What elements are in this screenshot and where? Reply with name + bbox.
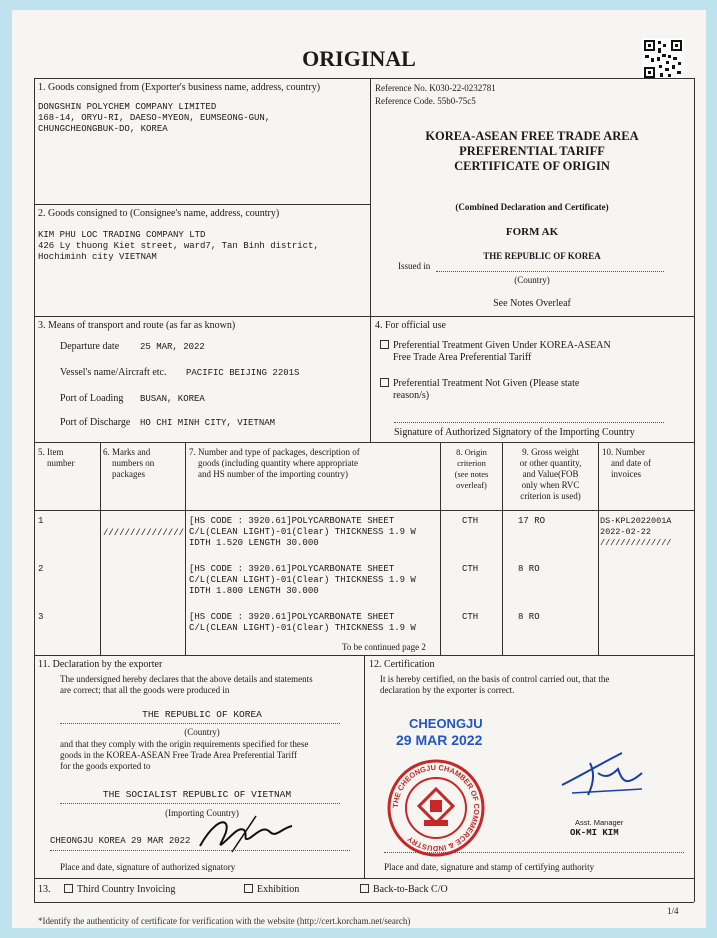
row1-description [189,516,441,549]
option-text: Preferential Treatment Given Under KOREA-ASEAN [393,340,611,351]
box3-label: 3. Means of transport and route (as far as known) [38,320,236,331]
row3-origin: CTH [462,612,479,622]
invoice-line: 2022-02-22 [600,527,652,537]
vessel-label: Vessel's name/Aircraft etc. [60,367,167,378]
declaration-text-1 [60,674,360,696]
option-text: reason/s) [393,390,430,401]
certifier-signature-icon [552,745,652,805]
header-line: overleaf) [456,480,487,490]
produced-country: THE REPUBLIC OF KOREA [142,709,262,720]
exporter-line: CHUNGCHEONGBUK-DO, KOREA [38,124,168,134]
box11-footer: Place and date, signature of authorized signatory [60,862,236,872]
declaration-line: goods in the KOREA-ASEAN Free Trade Area Preferential Tariff [60,750,297,760]
see-notes: See Notes Overleaf [493,298,571,309]
header-line: 5. Item [38,447,64,457]
header-line: and Value(FOB [522,469,579,479]
country-label: (Country) [514,275,550,285]
option-text: Exhibition [257,884,300,895]
form-name: FORM AK [505,226,559,238]
importing-country: THE SOCIALIST REPUBLIC OF VIETNAM [102,789,292,800]
continued-note: To be continued page 2 [342,642,426,652]
checkbox-third-country [64,884,73,893]
option-preferential-given [380,340,690,364]
header-line: criterion [457,458,486,468]
desc-line: C/L(CLEAN LIGHT)-01(Clear) THICKNESS 1.9 W [189,575,416,585]
manager-title: Asst. Manager [575,818,624,827]
desc-line: IDTH 1.800 LENGTH 30.000 [189,586,319,596]
header-line: packages [112,469,145,479]
stamp-city: CHEONGJU [409,716,483,731]
row1-weight: 17 RO [518,516,546,526]
header-line: and HS number of the importing country) [198,469,348,479]
exporter-place-date: CHEONGJU KOREA 29 MAR 2022 [50,836,191,846]
declaration-line: and that they comply with the origin requirements specified for these [60,739,309,749]
row2-weight: 8 RO [518,564,540,574]
header-description [189,447,439,480]
header-gross-weight [503,447,598,502]
row3-item: 3 [38,612,44,622]
exporter-address [38,102,368,135]
importing-country-label: (Importing Country) [165,808,239,818]
header-line: 6. Marks and [103,447,151,457]
row2-origin: CTH [462,564,479,574]
header-line: number [47,458,75,468]
checkbox-not-given [380,378,389,387]
reference-code: Reference Code. 55b0-75c5 [375,96,476,106]
page-title: ORIGINAL [302,46,416,71]
declaration-text-2 [60,739,360,772]
consignee-line: KIM PHU LOC TRADING COMPANY LTD [38,230,206,240]
option-exhibition [244,884,299,896]
header-origin [441,447,502,491]
header-line: (see notes [454,469,489,479]
consignee-address [38,230,368,263]
discharge-label: Port of Discharge [60,417,131,428]
certificate-document [12,10,706,928]
row1-marks: /////////////// [103,528,185,538]
departure-label: Departure date [60,341,120,352]
row2-item: 2 [38,564,44,574]
port-of-discharge: HO CHI MINH CITY, VIETNAM [140,418,276,428]
header-line: goods (including quantity where appropriate [198,458,358,468]
port-of-loading: BUSAN, KOREA [140,394,205,404]
checkbox-given [380,340,389,349]
option-text: Preferential Treatment Not Given (Please state [393,378,580,389]
option-text: Back-to-Back C/O [373,884,448,895]
consignee-line: 426 Ly thuong Kiet street, ward7, Tan Binh district, [38,241,319,251]
certificate-title [370,129,694,174]
importing-signature-label: Signature of Authorized Signatory of the Importing Country [394,427,635,438]
row1-origin: CTH [462,516,479,526]
header-item-number [38,447,75,469]
seal-text: THE CHEONGJU CHAMBER OF COMMERCE & INDUSTRY [390,762,482,854]
row2-description [189,564,441,597]
option-back-to-back [360,884,448,896]
stamp-date: 29 MAR 2022 [396,732,483,748]
issuing-country: THE REPUBLIC OF KOREA [483,251,601,261]
header-line: and date of [611,458,651,468]
option-preferential-not-given [380,378,690,402]
checkbox-exhibition [244,884,253,893]
chamber-seal-icon [386,758,486,858]
certification-text [380,674,690,696]
invoice-line: ////////////// [600,538,672,548]
header-line: 7. Number and type of packages, description of [189,447,360,457]
exporter-line: 168-14, ORYU-RI, DAESO-MYEON, EUMSEONG-GUN, [38,113,271,123]
header-line: 10. Number [602,447,645,457]
option-third-country [64,884,175,896]
combined-declaration: (Combined Declaration and Certificate) [455,202,609,212]
desc-line: [HS CODE : 3920.61]POLYCARBONATE SHEET [189,612,395,622]
box1-label: 1. Goods consigned from (Exporter's business name, address, country) [38,82,321,93]
verification-note: *Identify the authenticity of certificate for verification with the website (http://cert.korcham.net/search) [38,916,411,926]
checkbox-back-to-back [360,884,369,893]
certification-line: It is hereby certified, on the basis of control carried out, that the [380,674,610,684]
title-line: PREFERENTIAL TARIFF [459,144,605,158]
title-line: CERTIFICATE OF ORIGIN [454,159,610,173]
header-line: or other quantity, [519,458,582,468]
header-line: 8. Origin [456,447,487,457]
box12-label: 12. Certification [369,659,435,670]
box2-label: 2. Goods consigned to (Consignee's name, address, country) [38,208,280,219]
box13-label: 13. [38,884,51,895]
header-line: only when RVC [521,480,580,490]
page-number: 1/4 [667,906,679,916]
desc-line: IDTH 1.520 LENGTH 30.000 [189,538,319,548]
certification-line: declaration by the exporter is correct. [380,685,515,695]
header-line: 9. Gross weight [522,447,579,457]
option-text: Third Country Invoicing [77,884,176,895]
row1-invoice [600,516,694,549]
desc-line: C/L(CLEAN LIGHT)-01(Clear) THICKNESS 1.9 W [189,623,416,633]
consignee-line: Hochiminh city VIETNAM [38,252,157,262]
row3-description [189,612,441,634]
header-line: numbers on [112,458,155,468]
desc-line: [HS CODE : 3920.61]POLYCARBONATE SHEET [189,516,395,526]
manager-name: OK-MI KIM [570,828,619,838]
vessel-name: PACIFIC BEIJING 2201S [186,368,300,378]
invoice-line: DS-KPL2022001A [600,516,672,526]
box12-footer: Place and date, signature and stamp of certifying authority [384,862,595,872]
issued-in-label: Issued in [398,261,431,271]
header-line: criterion is used) [520,491,581,501]
declaration-line: are correct; that all the goods were produced in [60,685,230,695]
produced-country-label: (Country) [184,727,220,737]
box4-label: 4. For official use [375,320,446,331]
title-line: KOREA-ASEAN FREE TRADE AREA [425,129,639,143]
header-invoices [602,447,651,480]
departure-date: 25 MAR, 2022 [140,342,205,352]
desc-line: [HS CODE : 3920.61]POLYCARBONATE SHEET [189,564,395,574]
option-text: Free Trade Area Preferential Tariff [393,352,532,363]
header-marks [103,447,154,480]
desc-line: C/L(CLEAN LIGHT)-01(Clear) THICKNESS 1.9 W [189,527,416,537]
reference-number: Reference No. K030-22-0232781 [375,83,496,93]
row3-weight: 8 RO [518,612,540,622]
row1-item: 1 [38,516,44,526]
declaration-line: for the goods exported to [60,761,151,771]
declaration-line: The undersigned hereby declares that the above details and statements [60,674,313,684]
header-line: invoices [611,469,641,479]
loading-label: Port of Loading [60,393,124,404]
box11-label: 11. Declaration by the exporter [38,659,163,670]
exporter-line: DONGSHIN POLYCHEM COMPANY LIMITED [38,102,217,112]
